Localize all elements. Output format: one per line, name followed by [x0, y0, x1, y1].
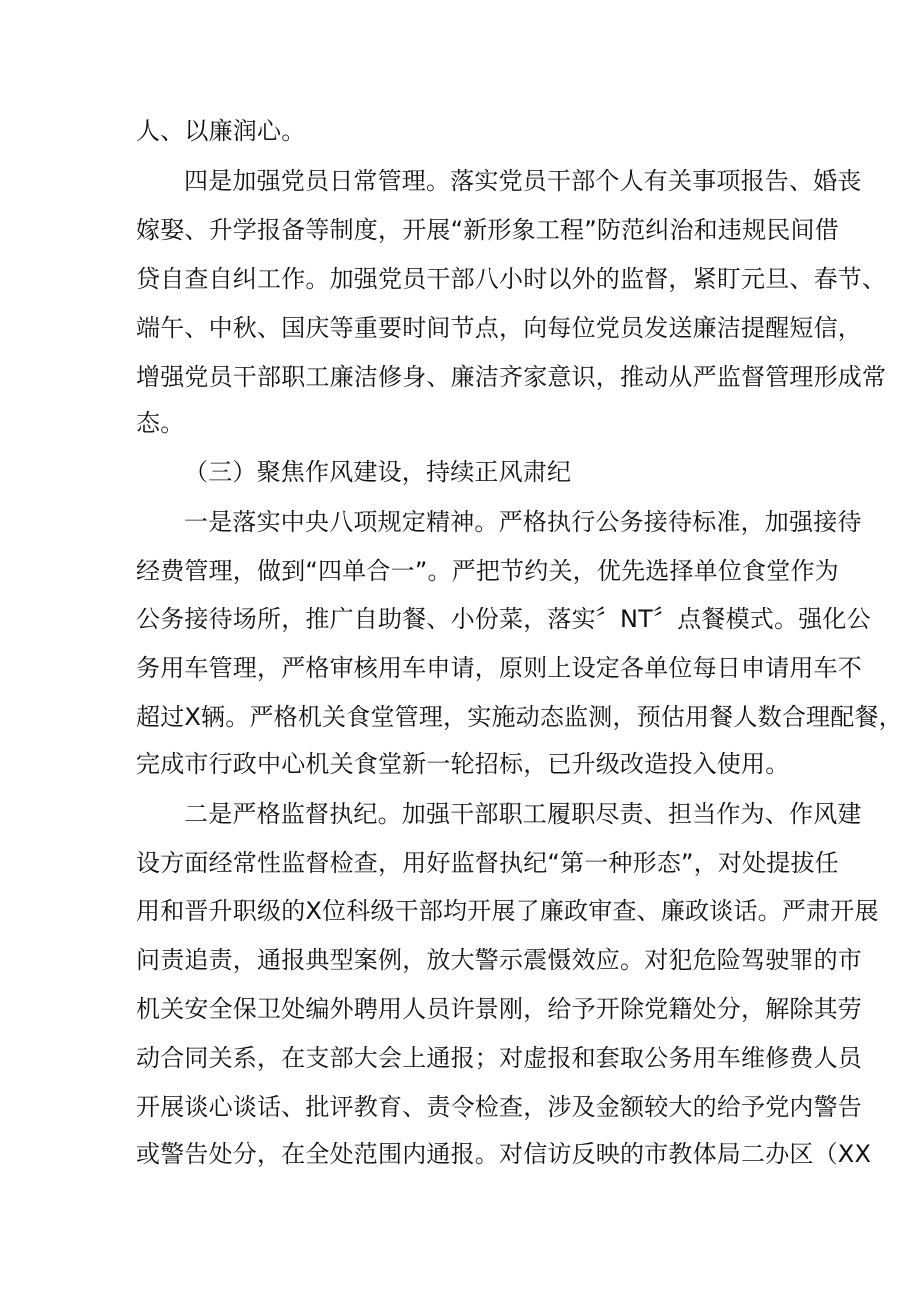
- text-line: 嫁娶、升学报备等制度，开展“新形象工程”防范纠治和违规民间借: [136, 216, 839, 244]
- text-line: 贷自查自纠工作。加强党员干部八小时以外的监督，紧盯元旦、春节、: [136, 265, 887, 293]
- text-line: 问责追责，通报典型案例，放大警示震慑效应。对犯危险驾驶罪的市: [136, 946, 862, 974]
- text-line: 设方面经常性监督检查，用好监督执纪“第一种形态”，对处提拔任: [136, 849, 839, 877]
- text-line: 增强党员干部职工廉洁修身、廉洁齐家意识，推动从严监督管理形成常: [136, 363, 887, 391]
- paragraph-start-line: 四是加强党员日常管理。落实党员干部个人有关事项报告、婚丧: [184, 167, 862, 195]
- text-line: 经费管理，做到“四单合一”。严把节约关，优先选择单位食堂作为: [136, 557, 839, 585]
- text-line: 动合同关系，在支部大会上通报；对虚报和套取公务用车维修费人员: [136, 1044, 862, 1072]
- text-line: 态。: [136, 409, 185, 437]
- section-heading: （三）聚焦作风建设，持续正风肃纪: [184, 458, 572, 486]
- paragraph-start-line: 二是严格监督执纪。加强干部职工履职尽责、担当作为、作风建: [184, 800, 862, 828]
- text-line: 端午、中秋、国庆等重要时间节点，向每位党员发送廉洁提醒短信，: [136, 314, 862, 342]
- text-line: 务用车管理，严格审核用车申请，原则上设定各单位每日申请用车不: [136, 654, 862, 682]
- text-line: 开展谈心谈话、批评教育、责令检查，涉及金额较大的给予党内警告: [136, 1093, 862, 1121]
- paragraph-start-line: 一是落实中央八项规定精神。严格执行公务接待标准，加强接待: [184, 508, 862, 536]
- text-line: 人、以廉润心。: [136, 117, 306, 145]
- text-line: 超过X辆。严格机关食堂管理，实施动态监测，预估用餐人数合理配餐，: [136, 703, 903, 731]
- text-line: 公务接待场所，推广自助餐、小份菜，落实〞NT〞点餐模式。强化公: [136, 605, 871, 633]
- text-line: 或警告处分，在全处范围内通报。对信访反映的市教体局二办区（XX: [136, 1140, 872, 1168]
- text-line: 完成市行政中心机关食堂新一轮招标，已升级改造投入使用。: [136, 750, 790, 778]
- text-line: 机关安全保卫处编外聘用人员许景刚，给予开除党籍处分，解除其劳: [136, 995, 862, 1023]
- text-line: 用和晋升职级的X位科级干部均开展了廉政审查、廉政谈话。严肃开展: [136, 897, 879, 925]
